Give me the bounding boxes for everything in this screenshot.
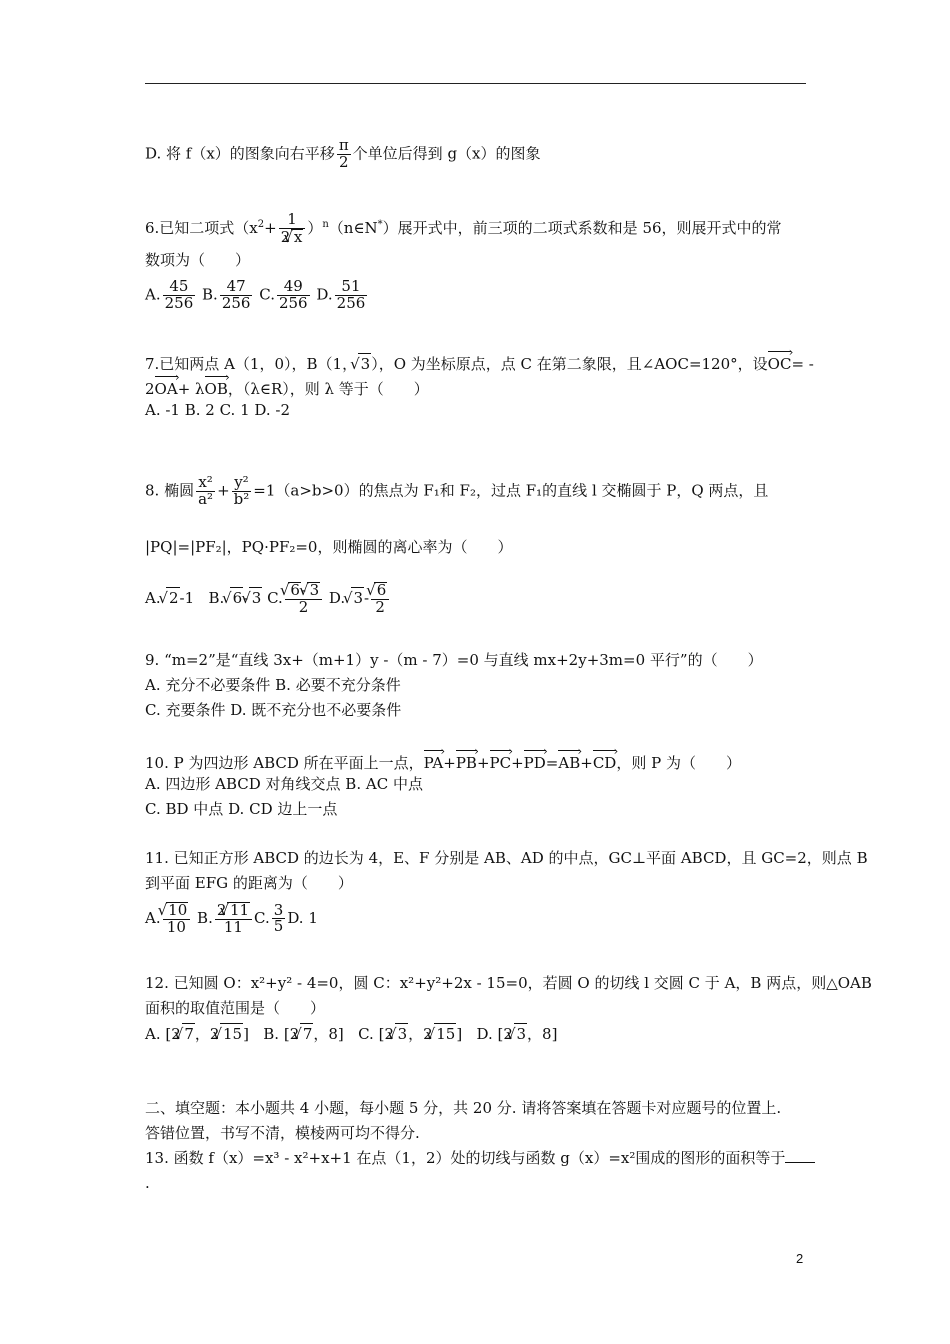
q6-stem-line1: 6.已知二项式（$x^2+$ $\frac{1}{2√ x}$ ）$^n$（n∈N*）展开式中，前三项的二项式系数和是 56，则展开式中的常	[145, 212, 782, 246]
q11-options: A. √ $\frac{10}{10}$ B. $\frac{2√ 11}{11}$ C. $\frac{3}{5}$ D. 1	[145, 902, 318, 936]
q5-option-d: D. 将 f（x）的图象向右平移 $\frac{\pi}{2}$ 个单位后得到 g（x）的图象	[145, 136, 541, 171]
q9-options-line1: A. 充分不必要条件 B. 必要不充分条件	[145, 676, 401, 694]
header-rule	[145, 83, 806, 84]
fraction: $\frac{\pi}{2}$	[338, 136, 349, 171]
q11-stem-line1: 11. 已知正方形 ABCD 的边长为 4，E、F 分别是 AB、AD 的中点，GC⊥平面 ABCD，且 GC=2，则点 B	[145, 849, 868, 867]
section2-heading-line2: 答错位置，书写不清，模棱两可均不得分.	[145, 1124, 420, 1142]
section2-heading-line1: 二、填空题：本小题共 4 小题，每小题 5 分，共 20 分. 请将答案填在答题卡对应题号的位置上.	[145, 1099, 782, 1117]
q9-stem: 9. “m=2”是“直线 3x+（m+1）y -（m - 7）=0 与直线 mx+2y+3m=0 平行”的（ ）	[145, 651, 763, 669]
fraction: $\frac{1}{2√ x}$	[279, 212, 306, 246]
q13-stem-end: .	[145, 1174, 150, 1192]
answer-blank[interactable]	[785, 1148, 815, 1163]
q12-stem-line1: 12. 已知圆 O：x²+y² - 4=0，圆 C：x²+y²+2x - 15=0，若圆 O 的切线 l 交圆 C 于 A，B 两点，则△OAB	[145, 974, 872, 992]
q12-stem-line2: 面积的取值范围是（ ）	[145, 999, 326, 1017]
q10-options-line1: A. 四边形 ABCD 对角线交点 B. AC 中点	[145, 775, 423, 793]
q12-options: A. [2√ 7，2√ 15] B. [2√ 7，8] C. [2√ 3，2√ 15] D. [2√ 3，8]	[145, 1023, 557, 1044]
q10-options-line2: C. BD 中点 D. CD 边上一点	[145, 800, 338, 818]
q7-stem-line1: 7.已知两点 A（1，0），B（1，√ 3），O 为坐标原点，点 C 在第二象限，且∠AOC=120°，设OC ›= -	[145, 350, 814, 374]
q11-stem-line2: 到平面 EFG 的距离为（ ）	[145, 874, 353, 892]
q10-stem: 10. P 为四边形 ABCD 所在平面上一点，PA ›+PB ›+PC ›+PD ›=AB ›+CD ›，则 P 为（ ）	[145, 749, 741, 773]
q13-stem: 13. 函数 f（x）=x³ - x²+x+1 在点（1，2）处的切线与函数 g（x）=x²围成的图形的面积等于	[145, 1148, 815, 1168]
q7-stem-line2: 2OA ›+ λOB ›，（λ∈R），则 λ 等于（ ）	[145, 375, 429, 399]
q6-stem-line2: 数项为（ ）	[145, 251, 251, 269]
page-number: 2	[796, 1251, 804, 1266]
q9-options-line2: C. 充要条件 D. 既不充分也不必要条件	[145, 701, 402, 719]
q8-options: A. √ 2-1 B. √ 6-√ 3 C. √ $\frac{6-√ 3}{2}$ D. √ 3- √ $\frac{6}{2}$	[145, 582, 391, 616]
q8-stem-line1: 8. 椭圆 $\frac{\text{x²}}{\text{a²}}$ + $\frac{\text{y²}}{\text{b²}}$ =1（a>b>0）的焦点为 F₁和 F₂，过点 F₁的直线 l 交椭圆于 P，Q 两点，且	[145, 473, 769, 508]
q8-stem-line2: |PQ|=|PF₂|，PQ·PF₂=0，则椭圆的离心率为（ ）	[145, 538, 513, 556]
q6-options: A. $\frac{45}{256}$ B. $\frac{47}{256}$ C. $\frac{49}{256}$ D. $\frac{51}{256}$	[145, 277, 366, 312]
q7-options: A. -1 B. 2 C. 1 D. -2	[145, 401, 291, 419]
